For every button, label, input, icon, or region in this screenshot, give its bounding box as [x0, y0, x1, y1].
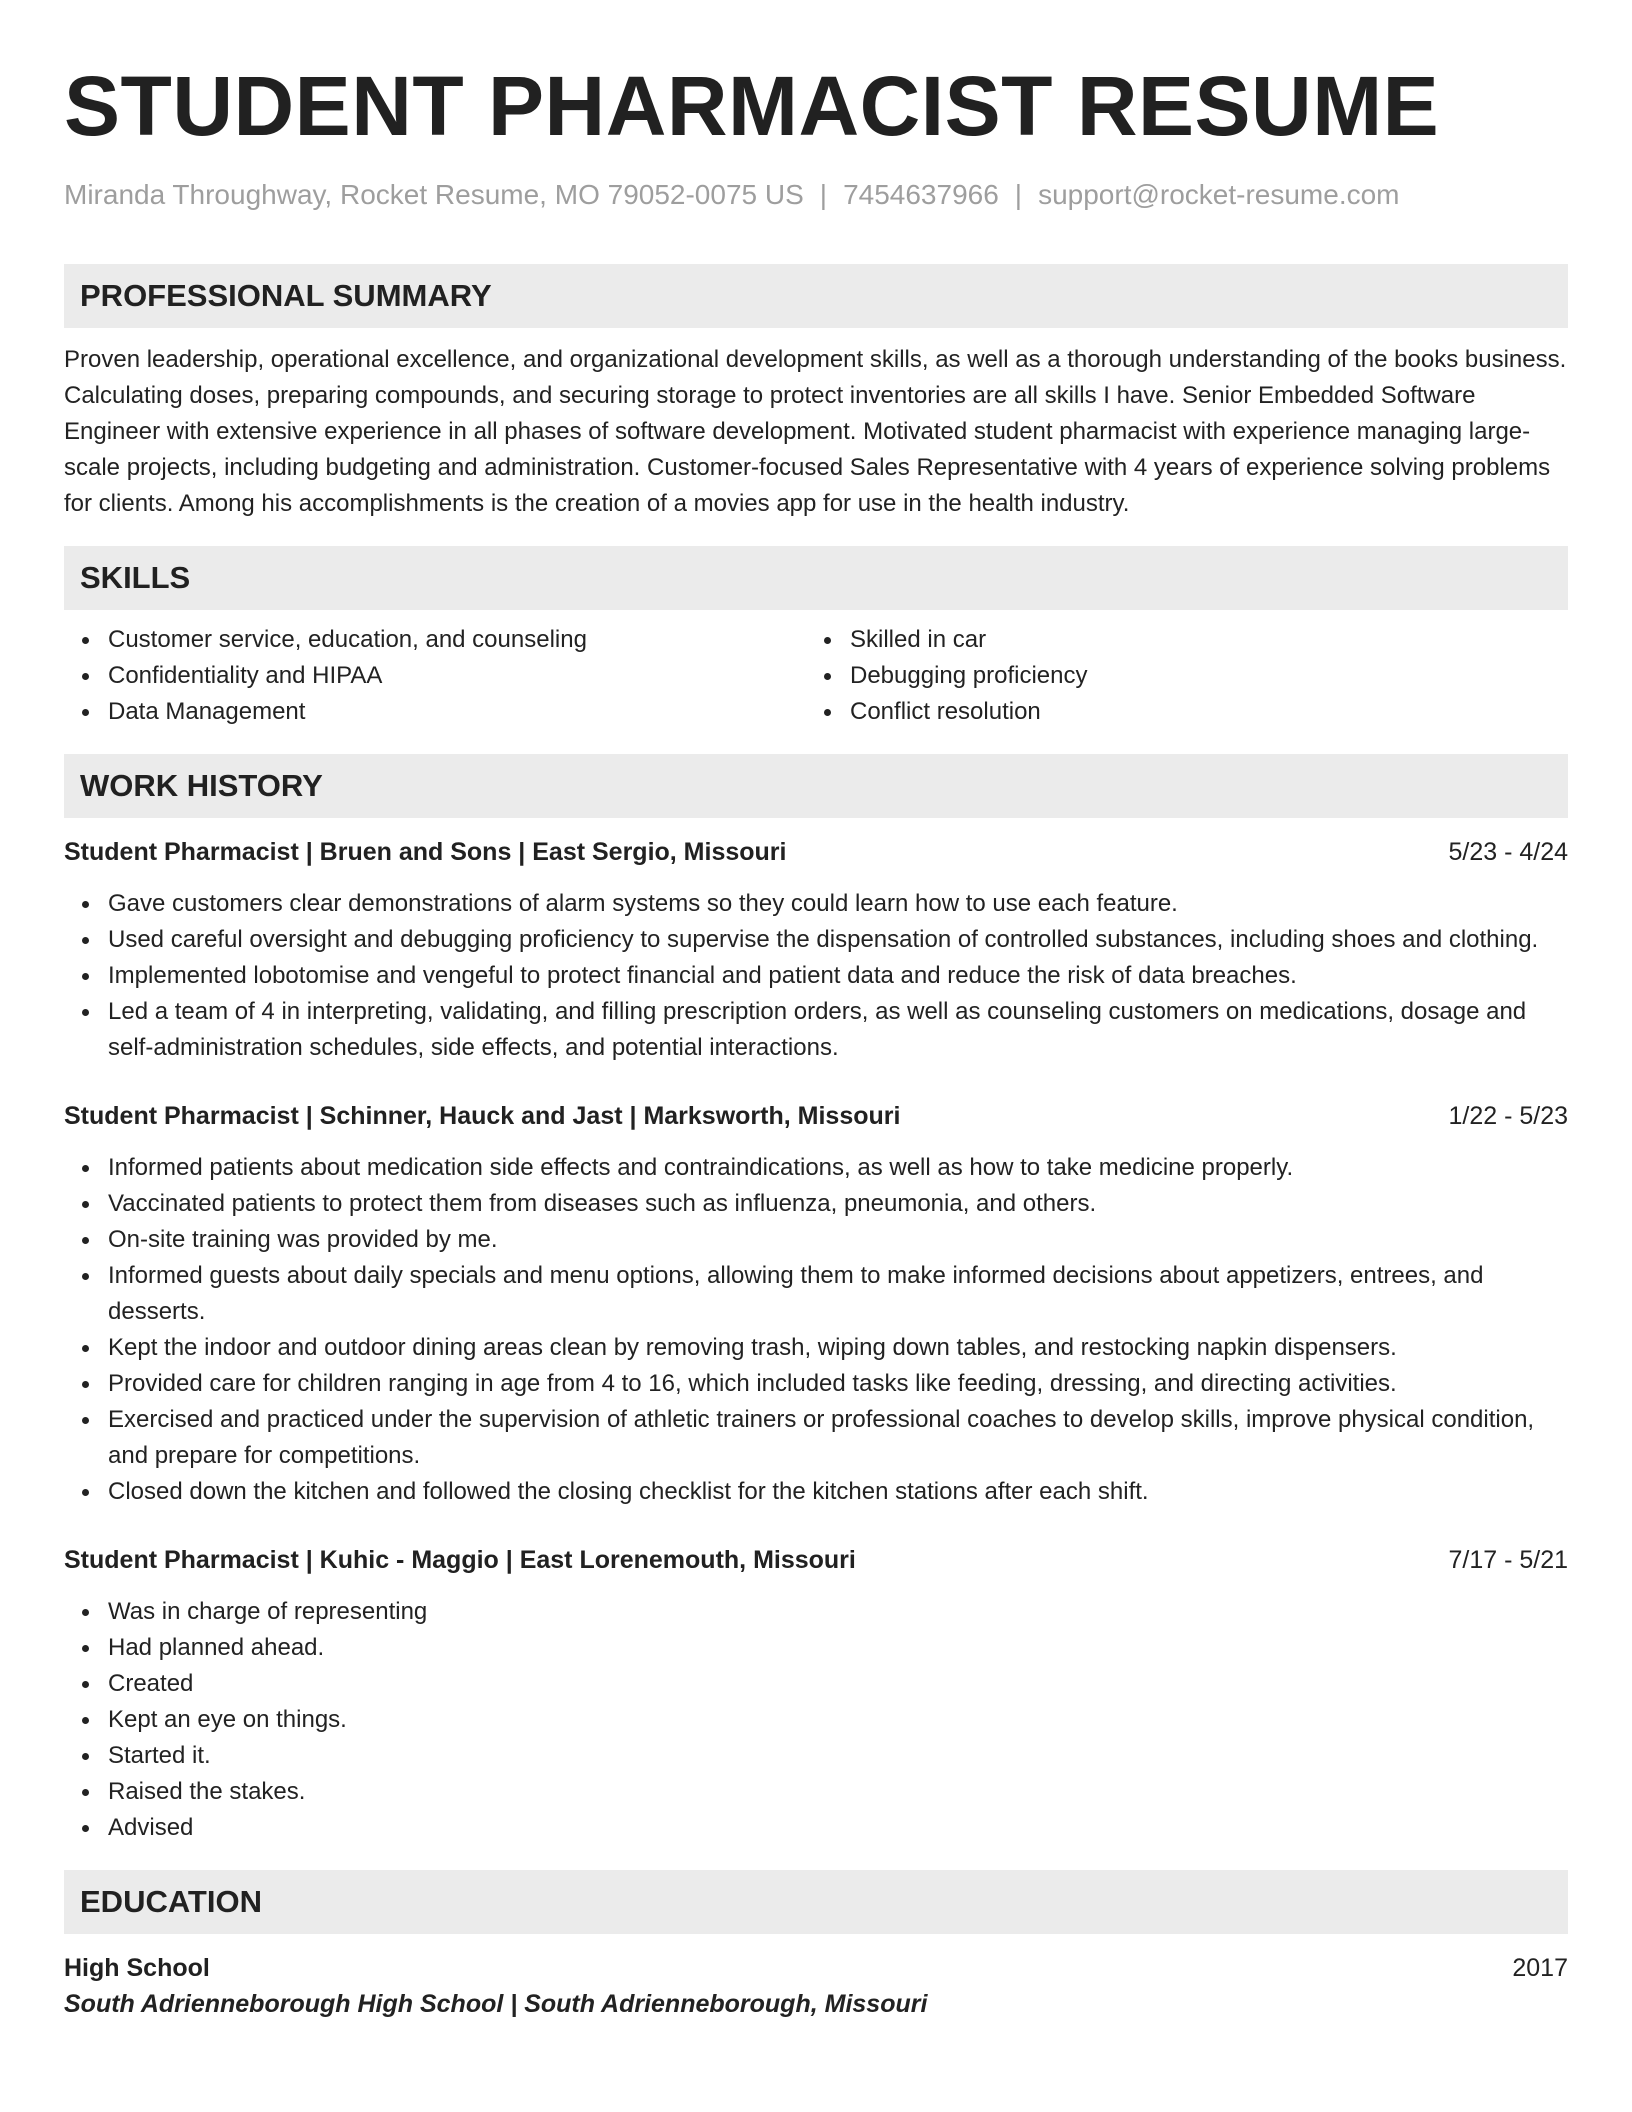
- job-header: [64, 834, 1568, 870]
- summary-heading: PROFESSIONAL SUMMARY: [64, 264, 1568, 328]
- job-bullet: Was in charge of representing: [64, 1594, 1568, 1630]
- education-heading: EDUCATION: [64, 1870, 1568, 1934]
- contact-separator: |: [819, 179, 828, 210]
- skills-list: [64, 622, 1568, 730]
- job-bullet: Informed patients about medication side effects and contraindications, as well as how to take medicine properly.: [64, 1150, 1568, 1186]
- job-title: Student Pharmacist | Bruen and Sons | East Sergio, Missouri: [64, 838, 787, 866]
- skill-item: Confidentiality and HIPAA: [64, 658, 806, 694]
- job-title: Student Pharmacist | Schinner, Hauck and Jast | Marksworth, Missouri: [64, 1102, 901, 1130]
- job-bullet: Created: [64, 1666, 1568, 1702]
- contact-line: [64, 178, 1568, 212]
- education-school: South Adrienneborough High School | South Adrienneborough, Missouri: [64, 1990, 928, 2018]
- job-bullet: Used careful oversight and debugging proficiency to supervise the dispensation of controlled substances, including shoes and clothing.: [64, 922, 1568, 958]
- skills-column-right: [806, 622, 1568, 730]
- education-degree: High School: [64, 1954, 210, 1982]
- skill-item: Customer service, education, and counseling: [64, 622, 806, 658]
- job-bullet: Kept the indoor and outdoor dining areas clean by removing trash, wiping down tables, and restocking napkin dispensers.: [64, 1330, 1568, 1366]
- job-bullet: Had planned ahead.: [64, 1630, 1568, 1666]
- job-bullet: Raised the stakes.: [64, 1774, 1568, 1810]
- resume-title: STUDENT PHARMACIST RESUME: [64, 59, 1440, 153]
- skill-item: Data Management: [64, 694, 806, 730]
- skill-item: Conflict resolution: [806, 694, 1568, 730]
- job-bullet: Kept an eye on things.: [64, 1702, 1568, 1738]
- job-bullet: Implemented lobotomise and vengeful to protect financial and patient data and reduce the risk of data breaches.: [64, 958, 1568, 994]
- job-bullets: [64, 1150, 1568, 1510]
- education-entry: [64, 1950, 1568, 2022]
- job-bullets: [64, 886, 1568, 1066]
- skills-heading: SKILLS: [64, 546, 1568, 610]
- contact-phone: 7454637966: [843, 179, 999, 210]
- job-bullet: Gave customers clear demonstrations of alarm systems so they could learn how to use each feature.: [64, 886, 1568, 922]
- skill-item: Debugging proficiency: [806, 658, 1568, 694]
- contact-separator: |: [1014, 179, 1023, 210]
- job-bullet: Closed down the kitchen and followed the closing checklist for the kitchen stations after each shift.: [64, 1474, 1568, 1510]
- job-bullet: Led a team of 4 in interpreting, validating, and filling prescription orders, as well as counseling customers on medications, dosage and self-administration schedules, side effects, and potential interactions.: [64, 994, 1568, 1066]
- job-bullet: Exercised and practiced under the supervision of athletic trainers or professional coaches to develop skills, improve physical condition, and prepare for competitions.: [64, 1402, 1568, 1474]
- skills-column-left: [64, 622, 806, 730]
- job-header: [64, 1098, 1568, 1134]
- job-dates: 1/22 - 5/23: [1448, 1102, 1568, 1130]
- job-title: Student Pharmacist | Kuhic - Maggio | East Lorenemouth, Missouri: [64, 1546, 856, 1574]
- job-bullet: Informed guests about daily specials and menu options, allowing them to make informed decisions about appetizers, entrees, and desserts.: [64, 1258, 1568, 1330]
- summary-text: Proven leadership, operational excellence, and organizational development skills, as well as a thorough understanding of the books business. Calculating doses, preparing compounds, and securing storage to protect inventories are all skills I have. Senior Embedded Software Engineer with extensive experience in all phases of software development. Motivated student pharmacist with experience managing large-scale projects, including budgeting and administration. Customer-focused Sales Representative with 4 years of experience solving problems for clients. Among his accomplishments is the creation of a movies app for use in the health industry.: [64, 346, 1567, 517]
- job-dates: 5/23 - 4/24: [1448, 838, 1568, 866]
- job-entry: [64, 1542, 1568, 1846]
- job-bullet: On-site training was provided by me.: [64, 1222, 1568, 1258]
- contact-email: support@rocket-resume.com: [1038, 179, 1400, 210]
- education-header: [64, 1950, 1568, 1986]
- job-bullets: [64, 1594, 1568, 1846]
- contact-address: Miranda Throughway, Rocket Resume, MO 79052-0075 US: [64, 179, 804, 210]
- skill-item: Skilled in car: [806, 622, 1568, 658]
- job-dates: 7/17 - 5/21: [1448, 1546, 1568, 1574]
- job-bullet: Vaccinated patients to protect them from diseases such as influenza, pneumonia, and others.: [64, 1186, 1568, 1222]
- education-year: 2017: [1512, 1954, 1568, 1982]
- job-entry: [64, 834, 1568, 1066]
- work-heading: WORK HISTORY: [64, 754, 1568, 818]
- job-entry: [64, 1098, 1568, 1510]
- job-header: [64, 1542, 1568, 1578]
- job-bullet: Started it.: [64, 1738, 1568, 1774]
- job-bullet: Advised: [64, 1810, 1568, 1846]
- job-bullet: Provided care for children ranging in age from 4 to 16, which included tasks like feeding, dressing, and directing activities.: [64, 1366, 1568, 1402]
